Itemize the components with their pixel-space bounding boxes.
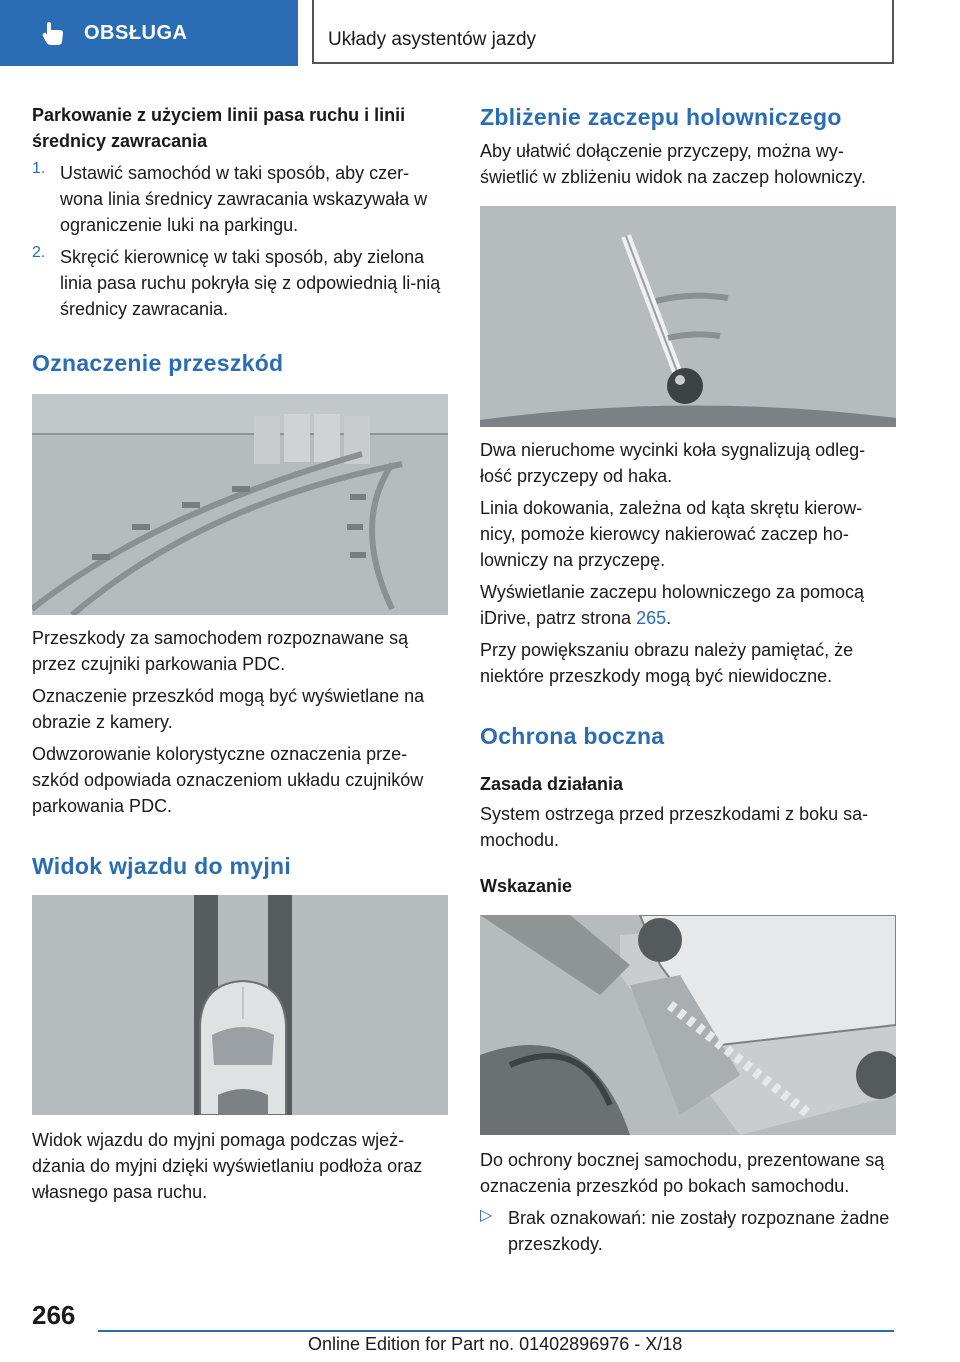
- bullet-text: Brak oznakowań: nie zostały rozpoznane żadne przeszkody.: [508, 1208, 890, 1254]
- side-protection-heading: Ochrona boczna: [480, 723, 665, 749]
- hitch-paragraph-2: Linia dokowania, zależna od kąta skrętu kierow-nicy, pomoże kierowcy nakierować zaczep ho-lowniczy na przyczepę.: [480, 498, 863, 570]
- triangle-bullet-icon: ▷: [480, 1207, 493, 1224]
- carwash-paragraph: Widok wjazdu do myjni pomaga podczas wjeż-dżania do myjni dzięki wyświetlaniu podłoża oraz własnego pasa ruchu.: [32, 1130, 423, 1202]
- page-link-265[interactable]: 265: [636, 608, 667, 628]
- bullet-item: [480, 1205, 896, 1257]
- step-number: 2.: [32, 244, 46, 261]
- section-tab-label: OBSŁUGA: [84, 21, 188, 44]
- parking-heading: Parkowanie z użyciem linii pasa ruchu i linii średnicy zawracania: [32, 105, 406, 151]
- obstacles-paragraph-1: Przeszkody za samochodem rozpoznawane są przez czujniki parkowania PDC.: [32, 628, 409, 674]
- chapter-title: Układy asystentów jazdy: [328, 29, 537, 50]
- indication-paragraph: Do ochrony bocznej samochodu, prezentowane są oznaczenia przeszkód po bokach samochodu.: [480, 1150, 885, 1196]
- hitch-paragraph-3-end: .: [666, 608, 672, 628]
- hitch-heading: Zbliżenie zaczepu holowniczego: [480, 104, 842, 130]
- obstacles-paragraph-3: Odwzorowanie kolorystyczne oznaczenia prze-szkód odpowiada oznaczeniom układu czujników parkowania PDC.: [32, 744, 424, 816]
- hitch-intro: Aby ułatwić dołączenie przyczepy, można wy-świetlić w zbliżeniu widok na zaczep holowniczy.: [480, 141, 866, 187]
- carwash-heading: Widok wjazdu do myjni: [32, 853, 292, 879]
- carwash-figure: [32, 895, 448, 1115]
- side-protection-figure: [480, 915, 896, 1135]
- hitch-paragraph-3-text: Wyświetlanie zaczepu holowniczego za pomocą iDrive, patrz strona: [480, 582, 865, 628]
- principle-heading: Zasada działania: [480, 774, 624, 794]
- edition-text: Online Edition for Part no. 01402896976 - X/18: [308, 1334, 683, 1354]
- step-text: Skręcić kierownicę w taki sposób, aby zielona linia pasa ruchu pokryła się z odpowiednią li-nią średnicy zawracania.: [60, 247, 441, 319]
- principle-paragraph: System ostrzega przed przeszkodami z boku sa-mochodu.: [480, 804, 869, 850]
- hitch-paragraph-1: Dwa nieruchome wycinki koła sygnalizują odleg-łość przyczepy od haka.: [480, 440, 866, 486]
- indication-heading: Wskazanie: [480, 876, 573, 896]
- section-tab[interactable]: [0, 0, 298, 66]
- chapter-title-box: [312, 0, 894, 64]
- right-column: [480, 100, 896, 1257]
- hand-icon: [38, 18, 68, 48]
- obstacles-paragraph-2: Oznaczenie przeszkód mogą być wyświetlane na obrazie z kamery.: [32, 686, 425, 732]
- step-1: [32, 160, 448, 238]
- footer-divider: [98, 1330, 894, 1332]
- step-2: [32, 244, 448, 322]
- left-column: [32, 100, 448, 1205]
- hitch-paragraph-4: Przy powiększaniu obrazu należy pamiętać, że niektóre przeszkody mogą być niewidoczne.: [480, 640, 854, 686]
- hitch-paragraph-3: [480, 579, 896, 631]
- page-number: 266: [32, 1300, 76, 1330]
- tow-hitch-figure: [480, 206, 896, 427]
- obstacles-heading: Oznaczenie przeszkód: [32, 350, 284, 376]
- step-text: Ustawić samochód w taki sposób, aby czer-wona linia średnicy zawracania wskazywała w ograniczenie luki na parkingu.: [60, 163, 428, 235]
- step-number: 1.: [32, 160, 46, 177]
- obstacle-marking-figure: [32, 394, 448, 615]
